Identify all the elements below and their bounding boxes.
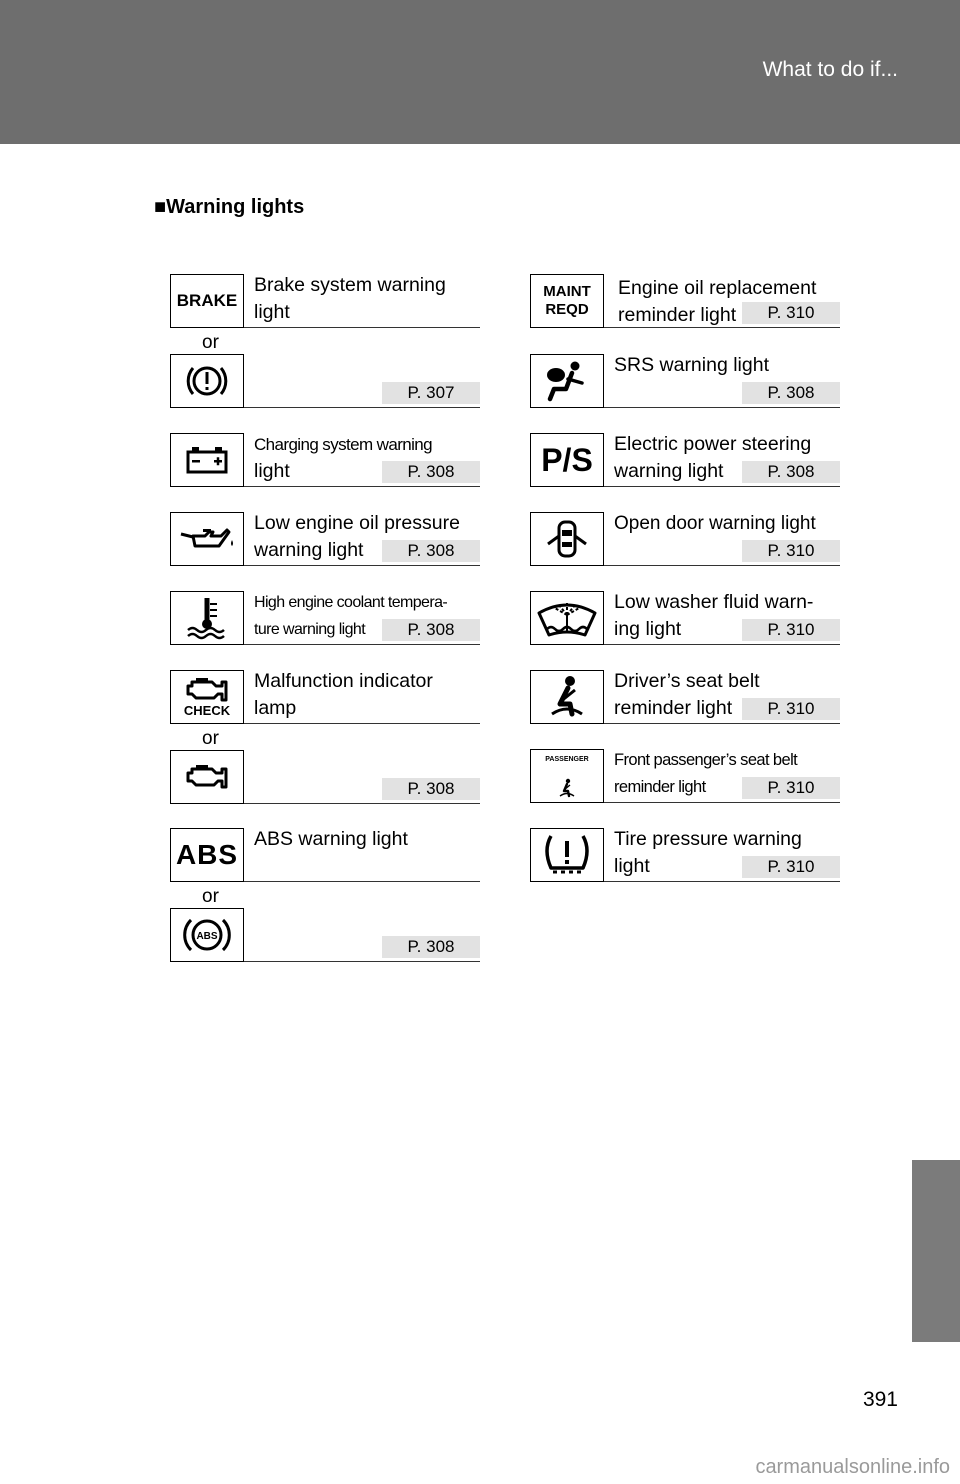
page-reference[interactable]: P. 310	[742, 777, 840, 799]
entry-label-line2: light	[254, 460, 290, 482]
entry-label-line1: Driver’s seat belt	[614, 670, 760, 692]
brake-circle-icon	[170, 354, 244, 408]
or-label: or	[202, 886, 219, 907]
abs-circle-icon	[170, 908, 244, 962]
entry-label-line2: light	[614, 855, 650, 877]
entry-abs	[170, 828, 480, 964]
page-reference[interactable]: P. 307	[382, 382, 480, 404]
engine-check-icon: CHECK	[170, 670, 244, 724]
entry-open-door	[530, 512, 840, 568]
entry-label-line1: Low engine oil pressure	[254, 512, 460, 534]
coolant-temperature-icon	[170, 591, 244, 645]
battery-icon	[170, 433, 244, 487]
entry-brake-system	[170, 274, 480, 410]
entry-label-line1: Low washer fluid warn-	[614, 591, 814, 613]
page-reference[interactable]: P. 308	[742, 461, 840, 483]
entry-label-line2: reminder light	[618, 304, 737, 326]
entry-malfunction-indicator	[170, 670, 480, 806]
washer-fluid-icon	[530, 591, 604, 645]
entry-label-line2: ture warning light	[254, 621, 366, 638]
entry-label-line1: Tire pressure warning	[614, 828, 802, 850]
abs-text-icon: ABS	[170, 828, 244, 882]
engine-icon	[170, 750, 244, 804]
entry-washer-fluid	[530, 591, 840, 647]
entry-label-line1: Malfunction indicator	[254, 670, 433, 692]
entry-power-steering	[530, 433, 840, 489]
entry-label-line1: Engine oil replacement	[618, 277, 817, 299]
brake-text-icon: BRAKE	[170, 274, 244, 328]
entry-charging-system	[170, 433, 480, 489]
entry-label-line2: ing light	[614, 618, 682, 640]
entry-label-line2: reminder light	[614, 778, 706, 796]
page-reference[interactable]: P. 308	[382, 619, 480, 641]
page-number: 391	[862, 1388, 898, 1411]
oil-can-icon	[170, 512, 244, 566]
power-steering-icon: P/S	[530, 433, 604, 487]
page-reference[interactable]: P. 310	[742, 698, 840, 720]
watermark: carmanualsonline.info	[755, 1456, 950, 1478]
page-reference[interactable]: P. 308	[382, 936, 480, 958]
entry-label-line1: SRS warning light	[614, 354, 769, 376]
page-reference[interactable]: P. 308	[382, 540, 480, 562]
entry-driver-seatbelt	[530, 670, 840, 726]
entry-label-line1: ABS warning light	[254, 828, 408, 850]
entry-coolant-temperature	[170, 591, 480, 647]
section-title: ■Warning lights	[154, 196, 305, 218]
entry-label-line2: warning light	[254, 539, 364, 561]
maint-reqd-icon: MAINT REQD	[530, 274, 604, 328]
page-reference[interactable]: P. 308	[382, 461, 480, 483]
entry-label-line2: warning light	[614, 460, 724, 482]
header-title: What to do if...	[762, 58, 898, 81]
open-door-icon	[530, 512, 604, 566]
entry-label-line1: Brake system warning	[254, 274, 446, 296]
entry-oil-pressure	[170, 512, 480, 568]
page-reference[interactable]: P. 310	[742, 540, 840, 562]
entry-label-line1: Open door warning light	[614, 513, 816, 534]
or-label: or	[202, 332, 219, 353]
entry-label-line2: lamp	[254, 697, 297, 719]
entry-label-line2: reminder light	[614, 697, 733, 719]
page-reference[interactable]: P. 308	[382, 778, 480, 800]
page-reference[interactable]: P. 310	[742, 856, 840, 878]
entry-tire-pressure	[530, 828, 840, 884]
entry-srs	[530, 354, 840, 410]
chapter-side-tab	[912, 1160, 960, 1342]
entry-label-line1: Electric power steering	[614, 433, 812, 455]
passenger-seatbelt-icon: PASSENGER	[530, 749, 604, 803]
srs-airbag-icon	[530, 354, 604, 408]
driver-seatbelt-icon	[530, 670, 604, 724]
svg-text:ABS: ABS	[196, 931, 218, 942]
or-label: or	[202, 728, 219, 749]
entry-label-line1: Front passenger’s seat belt	[614, 751, 798, 769]
page-reference[interactable]: P. 308	[742, 382, 840, 404]
page-reference[interactable]: P. 310	[742, 619, 840, 641]
page-reference[interactable]: P. 310	[742, 302, 840, 324]
entry-passenger-seatbelt	[530, 749, 840, 805]
entry-label-line2: light	[254, 301, 290, 323]
page-header	[0, 0, 960, 144]
entry-engine-oil-replacement	[530, 274, 840, 330]
entry-label-line1: Charging system warning	[254, 435, 433, 454]
tire-pressure-icon	[530, 828, 604, 882]
entry-label-line1: High engine coolant tempera-	[254, 594, 448, 611]
